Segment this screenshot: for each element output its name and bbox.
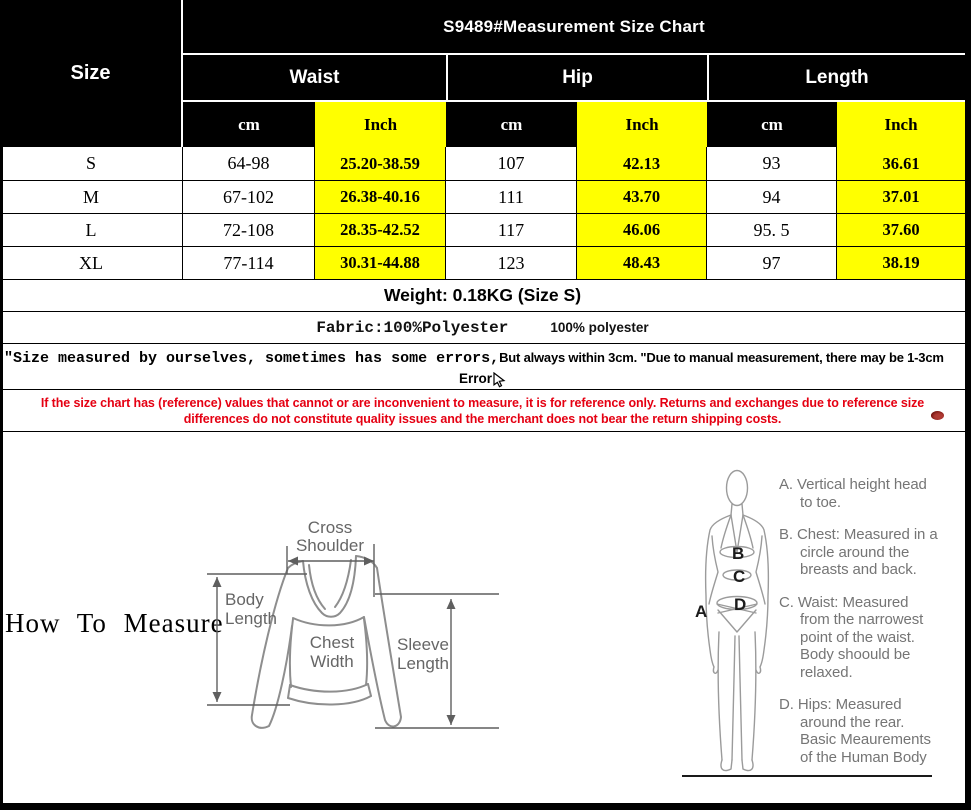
table-cell: 30.31-44.88 (315, 247, 446, 280)
table-cell: 46.06 (577, 214, 707, 247)
unit-header-length-inch: Inch (837, 100, 965, 147)
col-group-hip: Hip (446, 53, 707, 100)
guide-item-b: B. Chest: Measured in a circle around the breasts and back. (779, 526, 938, 578)
table-cell: 64-98 (183, 147, 315, 181)
body-length-label: Body (225, 590, 264, 609)
table-cell: 117 (446, 214, 577, 247)
table-cell-size-l: L (0, 214, 183, 247)
note-line-2 (0, 368, 965, 388)
figure-label-a: A (695, 602, 708, 621)
weight-text: Weight: 0.18KG (Size S) (383, 285, 582, 305)
guide-item-a: A. Vertical height head to toe. (779, 476, 927, 511)
table-cell: 72-108 (183, 214, 315, 247)
fabric-primary-text: Fabric:100%Polyester (316, 319, 509, 337)
table-cell: 67-102 (183, 181, 315, 214)
table-cell-size-s: S (0, 147, 183, 181)
chest-width-label-2: Width (310, 652, 354, 671)
size-column-header (0, 0, 183, 147)
table-cell: 43.70 (577, 181, 707, 214)
table-cell-size-xl: XL (0, 247, 183, 280)
figure-label-c: C (733, 567, 746, 586)
note-sans-text: But always within 3cm. "Due to manual measurement, there may be 1-3cm (499, 350, 944, 365)
table-cell: 38.19 (837, 247, 965, 280)
body-length-label-2: Length (225, 609, 277, 628)
table-cell: 93 (707, 147, 837, 181)
sleeve-length-label-2: Length (397, 654, 449, 673)
unit-header-hip-inch: Inch (577, 100, 707, 147)
table-cell: 97 (707, 247, 837, 280)
table-cell: 26.38-40.16 (315, 181, 446, 214)
table-cell: 28.35-42.52 (315, 214, 446, 247)
garment-diagram (193, 487, 505, 803)
disclaimer-line-1: If the size chart has (reference) values that cannot or are inconvenient to measure, it is for reference only. Returns and exchanges due to reference size (40, 396, 925, 410)
table-cell: 95. 5 (707, 214, 837, 247)
how-to-measure-section (0, 432, 965, 803)
red-dot-artifact (931, 411, 944, 420)
table-cell: 48.43 (577, 247, 707, 280)
table-cell: 36.61 (837, 147, 965, 181)
unit-header-waist-cm: cm (183, 100, 315, 147)
chart-title (183, 0, 965, 53)
unit-header-hip-cm: cm (446, 100, 577, 147)
body-figure-diagram (690, 464, 786, 786)
chart-title-label: S9489#Measurement Size Chart (443, 16, 705, 36)
col-group-length: Length (707, 53, 965, 100)
left-border (0, 0, 3, 810)
unit-header-length-cm: cm (707, 100, 837, 147)
cross-shoulder-label: Cross (307, 518, 353, 537)
weight-row (0, 280, 965, 312)
figure-label-d: D (734, 595, 747, 614)
cross-shoulder-label-2: Shoulder (295, 536, 365, 555)
unit-header-waist-inch: Inch (315, 100, 446, 147)
note-error-text: Error (458, 370, 492, 386)
table-cell: 94 (707, 181, 837, 214)
disclaimer-row (0, 390, 965, 432)
body-outline (706, 471, 769, 771)
figure-underline (682, 775, 932, 777)
table-cell: 25.20-38.59 (315, 147, 446, 181)
figure-label-b: B (732, 544, 745, 563)
fabric-secondary-text: 100% polyester (550, 320, 649, 335)
measurement-note-row (0, 344, 965, 390)
table-cell: 37.60 (837, 214, 965, 247)
table-cell: 107 (446, 147, 577, 181)
fabric-row (0, 312, 965, 344)
sleeve-length-label: Sleeve (397, 635, 449, 654)
table-cell: 123 (446, 247, 577, 280)
table-cell: 37.01 (837, 181, 965, 214)
how-to-measure-heading: How To Measure (5, 608, 224, 638)
size-header-label: Size (70, 62, 111, 84)
mouse-cursor-icon (493, 372, 506, 388)
right-border (965, 0, 971, 810)
table-cell: 77-114 (183, 247, 315, 280)
chest-width-label: Chest (309, 633, 355, 652)
measure-guide (779, 476, 971, 781)
note-line-1 (0, 344, 965, 367)
col-group-waist: Waist (183, 53, 446, 100)
bottom-border (0, 803, 971, 810)
guide-item-d: D. Hips: Measured around the rear. Basic Meaurements of the Human Body (779, 696, 931, 766)
disclaimer-line-2: differences do not constitute quality issues and the merchant does not bear the return shipping costs. (183, 411, 782, 426)
table-cell: 111 (446, 181, 577, 214)
guide-item-c: C. Waist: Measured from the narrowest point of the waist. Body shoould be relaxed. (779, 593, 924, 681)
table-cell-size-m: M (0, 181, 183, 214)
table-cell: 42.13 (577, 147, 707, 181)
note-mono-text: "Size measured by ourselves, sometimes has some errors, (4, 350, 500, 367)
